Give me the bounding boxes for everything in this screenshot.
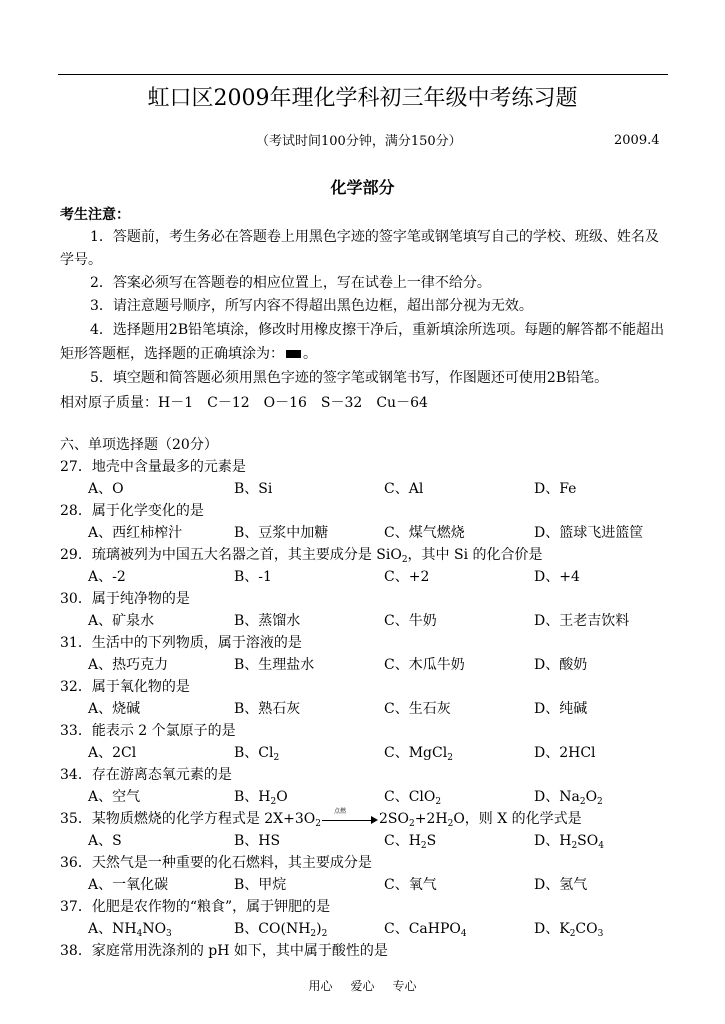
option-c: C、煤气燃烧 <box>384 525 465 541</box>
question-stem: 33．能表示 2 个氯原子的是 <box>60 723 236 739</box>
notice-item-2: 2．答案必须写在答题卷的相应位置上，写在试卷上一律不给分。 <box>90 275 491 291</box>
question-stem: 28．属于化学变化的是 <box>60 503 204 519</box>
question-stem: 36．天然气是一种重要的化石燃料，其主要成分是 <box>60 855 372 871</box>
option-a: A、空气 <box>88 789 141 805</box>
option-b: B、Si <box>234 481 273 497</box>
notice-heading: 考生注意： <box>60 207 130 223</box>
option-b <box>234 918 327 945</box>
subscript: 2 <box>408 819 415 829</box>
option-text: C、ClO <box>384 789 436 805</box>
option-c: C、Al <box>384 481 424 497</box>
option-a: A、热巧克力 <box>88 657 169 673</box>
page-footer <box>0 977 725 994</box>
subscript: 2 <box>571 841 578 851</box>
option-text: O <box>585 789 598 805</box>
option-a <box>88 918 172 945</box>
option-text: S <box>426 833 437 849</box>
option-d: D、+4 <box>534 569 580 585</box>
question-options <box>60 566 672 588</box>
option-text: B、Cl <box>234 745 274 761</box>
stem-text: 2SO <box>379 811 409 827</box>
option-text: NO <box>142 921 167 937</box>
option-c: C、+2 <box>384 569 430 585</box>
part-heading: 六、单项选择题（20分） <box>60 437 218 453</box>
subscript: 3 <box>597 929 604 939</box>
question-options <box>60 918 672 940</box>
option-text: ) <box>316 921 322 937</box>
option-c: C、牛奶 <box>384 613 437 629</box>
question-stem: 37．化肥是农作物的“粮食”，属于钾肥的是 <box>60 899 331 915</box>
stem-text: +2H <box>414 811 448 827</box>
option-text: C、H <box>384 833 421 849</box>
option-b <box>234 742 279 769</box>
option-a: A、西红柿榨汁 <box>88 525 183 541</box>
option-b: B、熟石灰 <box>234 701 301 717</box>
section-title: 化学部分 <box>330 178 395 197</box>
option-d <box>534 918 603 945</box>
option-c <box>384 918 467 945</box>
option-d: D、王老吉饮料 <box>534 613 630 629</box>
footer-text: 用心 <box>308 979 333 993</box>
question-stem: 30．属于纯净物的是 <box>60 591 190 607</box>
option-a: A、烧碱 <box>88 701 141 717</box>
question-stem: 34．存在游离态氧元素的是 <box>60 767 232 783</box>
notice-item-4-text: 4．选择题用2B铅笔填涂，修改时用橡皮擦干净后，重新填涂所选项。每题的解答都不能超出矩形答题框，选择题的正确填涂为： <box>60 322 665 362</box>
question-options <box>60 654 672 676</box>
option-a: A、一氧化碳 <box>88 877 169 893</box>
stem-text: ，其中 Si 的化合价是 <box>407 547 543 563</box>
subscript: 2 <box>569 929 576 939</box>
subscript: 2 <box>579 797 586 807</box>
question-stem: 31．生活中的下列物质，属于溶液的是 <box>60 635 302 651</box>
option-c <box>384 786 441 813</box>
subscript: 2 <box>273 753 280 763</box>
subscript: 2 <box>447 819 454 829</box>
option-d: D、2HCl <box>534 745 596 761</box>
notice-item-1: 1．答题前，考生务必在答题卷上用黑色字迹的签字笔或钢笔填写自己的学校、班级、姓名及学号。 <box>60 229 659 268</box>
subscript: 4 <box>136 929 143 939</box>
subscript: 2 <box>310 929 317 939</box>
reaction-condition: 点燃 <box>334 808 347 815</box>
question-options <box>60 698 672 720</box>
question-stem: 32．属于氧化物的是 <box>60 679 190 695</box>
option-b: B、蒸馏水 <box>234 613 301 629</box>
subscript: 2 <box>447 753 453 763</box>
subscript: 2 <box>597 797 603 807</box>
exam-info: （考试时间100分钟，满分150分） <box>256 134 462 149</box>
option-c: C、氧气 <box>384 877 437 893</box>
option-b <box>234 786 288 813</box>
question-options <box>60 742 672 764</box>
option-d: D、篮球飞进篮筐 <box>534 525 644 541</box>
option-a: A、S <box>88 833 122 849</box>
reaction-arrow-icon <box>322 808 378 824</box>
option-text: C、MgCl <box>384 745 448 761</box>
filled-mark-icon <box>286 350 301 358</box>
option-d <box>534 830 604 857</box>
stem-text: O，则 X 的化学式是 <box>453 811 582 827</box>
question-stem: 27．地壳中含量最多的元素是 <box>60 459 246 475</box>
option-text: CO <box>575 921 598 937</box>
option-d <box>534 786 603 813</box>
notice-item-5: 5．填空题和简答题必须用黑色字迹的签字笔或钢笔书写，作图题还可使用2B铅笔。 <box>90 370 609 386</box>
subscript: 2 <box>321 929 328 939</box>
notice-item-3: 3．请注意题号顺序，所写内容不得超出黑色边框，超出部分视为无效。 <box>90 298 533 314</box>
option-text: D、K <box>534 921 570 937</box>
option-a: A、-2 <box>88 569 126 585</box>
exam-date: 2009.4 <box>614 133 660 148</box>
option-a: A、O <box>88 481 124 497</box>
subscript: 3 <box>166 929 172 939</box>
option-text: D、Na <box>534 789 580 805</box>
option-a: A、矿泉水 <box>88 613 155 629</box>
question-options <box>60 522 672 544</box>
option-d: D、Fe <box>534 481 577 497</box>
option-text: B、H <box>234 789 271 805</box>
question-options <box>60 610 672 632</box>
subscript: 4 <box>598 841 604 851</box>
option-text: O <box>276 789 288 805</box>
question-options <box>60 874 672 896</box>
option-text: B、CO(NH <box>234 921 311 937</box>
option-d: D、酸奶 <box>534 657 588 673</box>
stem-text: 35．某物质燃烧的化学方程式是 2X+3O <box>60 811 316 827</box>
option-text: C、CaHPO <box>384 921 461 937</box>
subscript: 2 <box>270 797 277 807</box>
question-options <box>60 830 672 852</box>
option-c <box>384 830 436 857</box>
option-b: B、生理盐水 <box>234 657 315 673</box>
option-c: C、生石灰 <box>384 701 451 717</box>
top-rule <box>58 74 668 75</box>
atomic-mass-line: 相对原子质量：H－1 C－12 O－16 S－32 Cu－64 <box>60 395 428 411</box>
stem-text: 29．琉璃被列为中国五大名器之首，其主要成分是 SiO <box>60 547 402 563</box>
question-stem: 38．家庭常用洗涤剂的 pH 如下，其中属于酸性的是 <box>60 943 388 959</box>
option-b: B、HS <box>234 833 281 849</box>
option-b: B、-1 <box>234 569 272 585</box>
subscript: 2 <box>420 841 427 851</box>
notice-item-4 <box>60 318 672 366</box>
option-d: D、纯碱 <box>534 701 588 717</box>
question-options <box>60 786 672 808</box>
option-b: B、豆浆中加糖 <box>234 525 329 541</box>
subscript: 2 <box>435 797 442 807</box>
question-options <box>60 478 672 500</box>
footer-text: 爱心 <box>350 979 375 993</box>
option-c <box>384 742 453 769</box>
option-text: SO <box>577 833 599 849</box>
option-b: B、甲烷 <box>234 877 287 893</box>
subscript: 4 <box>460 929 467 939</box>
option-text: A、NH <box>88 921 137 937</box>
question-stem <box>60 544 672 566</box>
footer-text: 专心 <box>392 979 417 993</box>
notice-item-4-end: 。 <box>303 346 317 362</box>
document-body <box>60 204 672 962</box>
option-d: D、氢气 <box>534 877 588 893</box>
option-c: C、木瓜牛奶 <box>384 657 465 673</box>
subscript: 2 <box>401 555 408 565</box>
page-title: 虹口区2009年理化学科初三年级中考练习题 <box>147 86 578 111</box>
option-text: D、H <box>534 833 572 849</box>
option-a: A、2Cl <box>88 745 137 761</box>
subscript: 2 <box>315 819 321 829</box>
